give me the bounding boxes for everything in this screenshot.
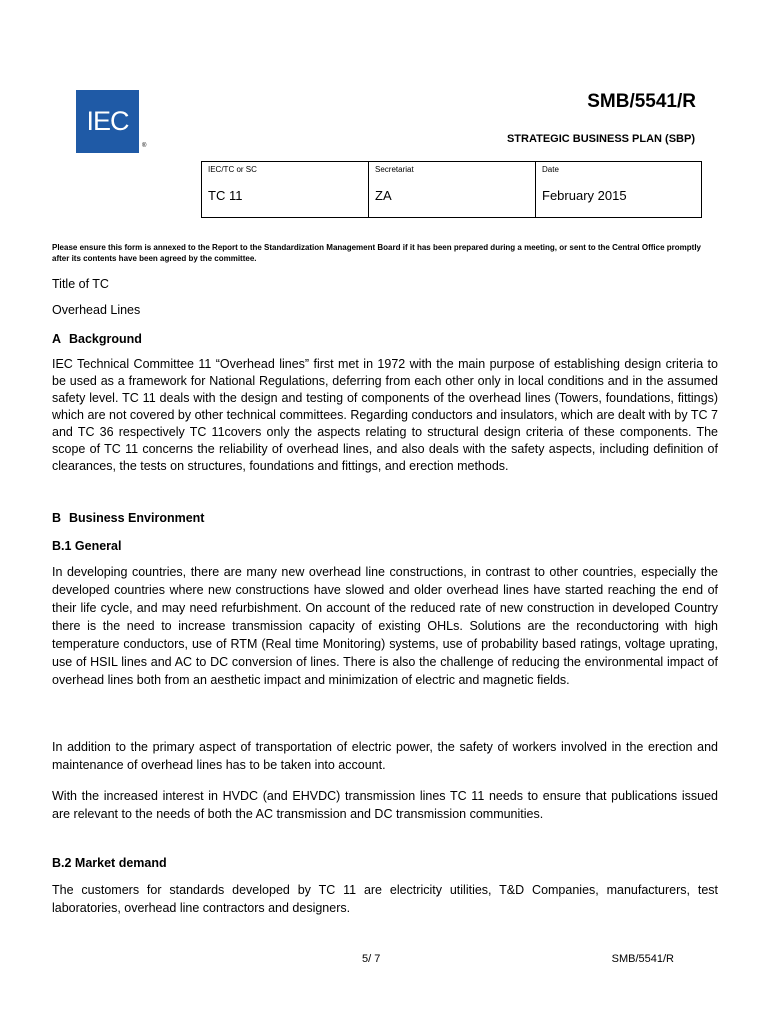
section-b1-paragraph-2: In addition to the primary aspect of transportation of electric power, the safety of workers involved in the erection and maintenance of overhead lines has to be taken into account. [52,740,718,772]
section-b1-paragraph-1: In developing countries, there are many new overhead line constructions, in contrast to other countries, especially the developed countries where new constructions have slowed and older overhead lines have started reaching the end of their life cycle, and may need refurbishment. On account of the reduced rate of new construction in developed Country there is the need to increase transmission capacity of existing OHLs. Solutions are the reconductoring with high temperature conductors, use of RTM (Real time Monitoring) systems, use of probability based ratings, voltage uprating, use of HSIL lines and AC to DC conversion of lines. There is also the challenge of reducing the environmental impact of overhead lines both from an aesthetic impact and minimization of electric and magnetic fields. [52,565,718,687]
document-reference: SMB/5541/R [587,91,696,112]
section-b-letter: B [52,511,62,525]
section-a-heading [52,330,142,348]
iec-logo [76,90,139,153]
footer-document-reference: SMB/5541/R [611,953,674,965]
info-table [201,161,702,218]
section-b1-paragraph-3: With the increased interest in HVDC (and EHVDC) transmission lines TC 11 needs to ensure that publications issued are relevant to the needs of both the AC transmission and DC transmission communities. [52,789,718,821]
section-b1-heading: B.1 General [52,539,122,553]
section-b-heading [52,509,204,527]
date-cell [536,162,702,218]
title-label: Title of TC [52,277,109,291]
committee-value: TC 11 [208,188,243,203]
secretariat-cell [369,162,536,218]
iec-logo-text: IEC [86,106,129,136]
committee-cell [202,162,369,218]
registered-mark: ® [142,143,147,149]
section-b-title: Business Environment [69,511,205,525]
section-a-body: IEC Technical Committee 11 “Overhead lines” first met in 1972 with the main purpose of establishing design criteria to be used as a framework for National Regulations, deferring from each other only in local conditions and in the assumed safety level. TC 11 deals with the design and testing of components of the overhead lines (Towers, foundations, fittings) which are not covered by other technical committees. Regarding conductors and insulators, which are dealt with by TC 7 and TC 36 respectively TC 11covers only the aspects relating to structural design criteria of these components. The scope of TC 11 concerns the reliability of overhead lines, and also deals with the safety aspects, including definition of clearances, the tests on structures, foundations and fittings, and erection methods. [52,357,718,473]
page-number: 5/ 7 [362,953,381,965]
info-table-row [202,162,702,218]
title-value: Overhead Lines [52,303,141,317]
submission-notice: Please ensure this form is annexed to the Report to the Standardization Management Board if it has been prepared during a meeting, or sent to the Central Office promptly after its contents have been agreed by the committee. [52,243,701,263]
date-value: February 2015 [542,188,627,203]
section-a-letter: A [52,332,62,346]
secretariat-label: Secretariat [375,165,414,174]
section-b2-heading: B.2 Market demand [52,856,167,870]
date-label: Date [542,165,559,174]
committee-label: IEC/TC or SC [208,165,257,174]
section-a-title: Background [69,332,142,346]
document-type: STRATEGIC BUSINESS PLAN (SBP) [506,133,695,145]
section-b2-paragraph-1: The customers for standards developed by TC 11 are electricity utilities, T&D Companies, manufacturers, test laboratories, overhead line contractors and designers. [52,883,718,915]
secretariat-value: ZA [375,188,392,203]
